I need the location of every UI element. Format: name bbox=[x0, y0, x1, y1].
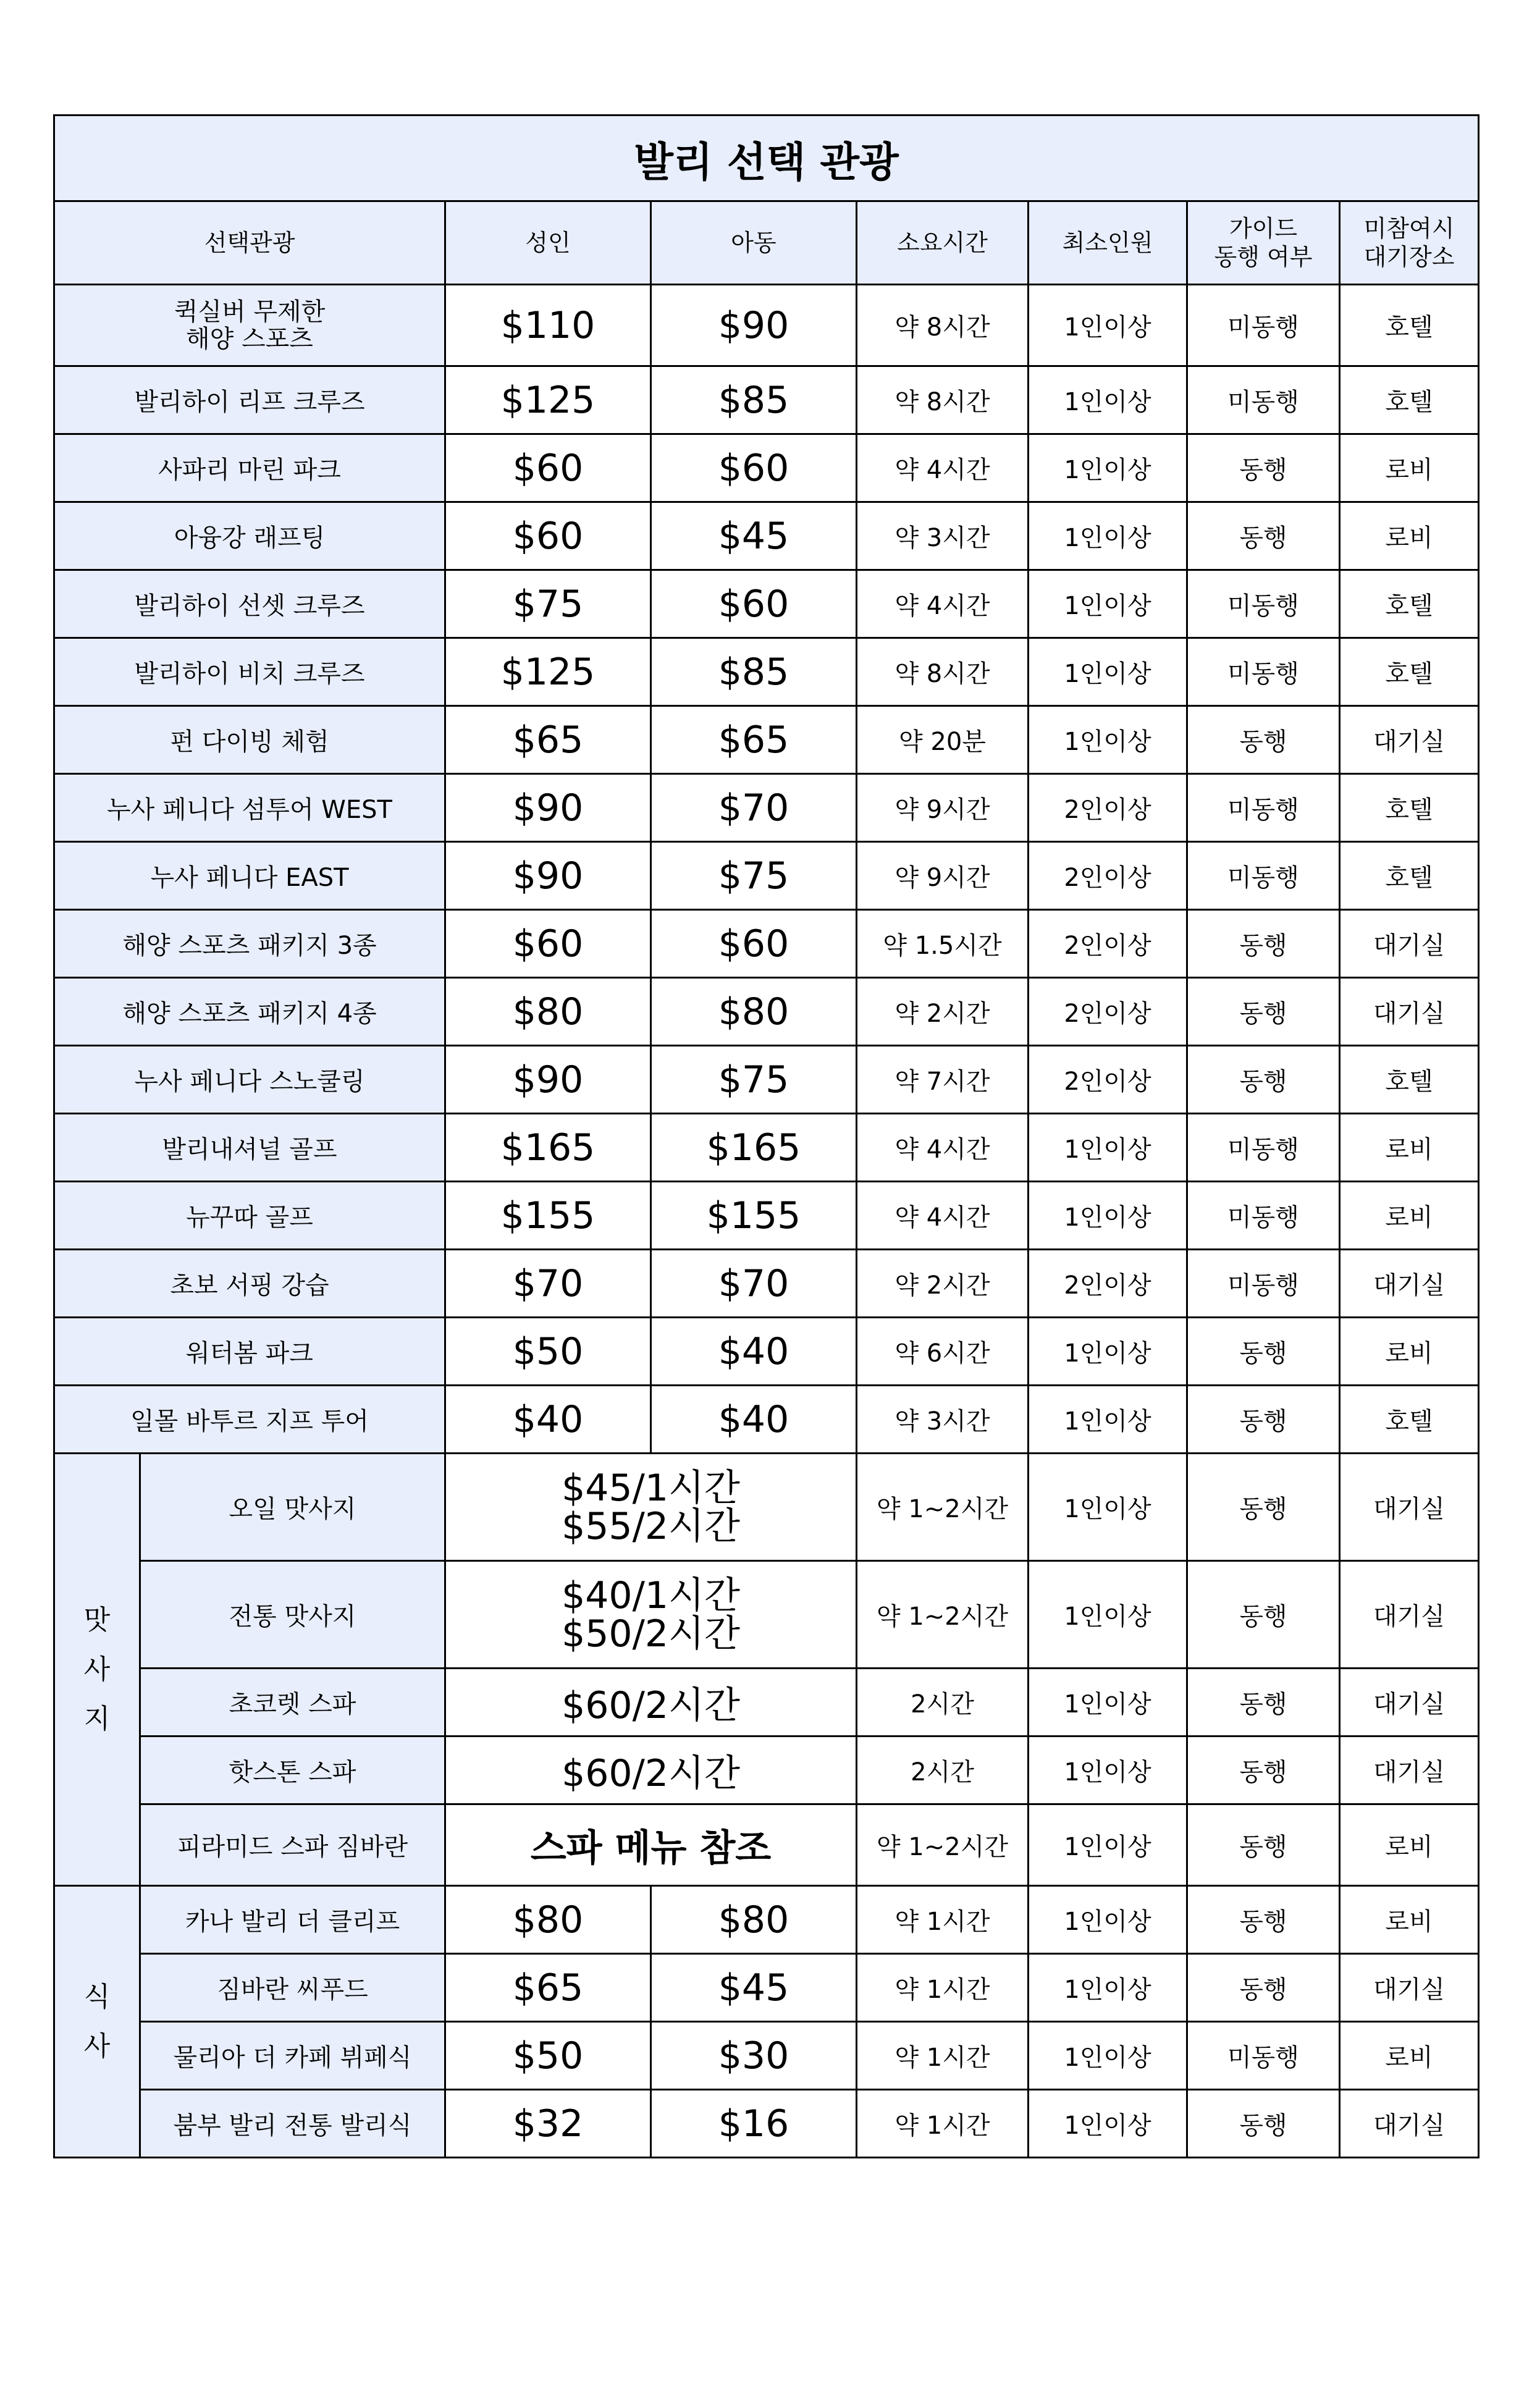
table-row bbox=[54, 978, 1479, 1046]
child-price: $165 bbox=[651, 1114, 857, 1182]
duration: 약 4시간 bbox=[857, 570, 1029, 638]
adult-price: $155 bbox=[445, 1182, 651, 1250]
child-price: $70 bbox=[651, 1250, 857, 1318]
wait-place: 대기실 bbox=[1340, 1669, 1479, 1737]
wait-place: 대기실 bbox=[1340, 1454, 1479, 1561]
guide-status: 동행 bbox=[1187, 706, 1340, 774]
min-people: 1인이상 bbox=[1029, 1454, 1187, 1561]
header-row bbox=[54, 201, 1479, 285]
guide-status: 미동행 bbox=[1187, 774, 1340, 842]
table-row bbox=[54, 638, 1479, 706]
tour-name: 펀 다이빙 체험 bbox=[54, 706, 445, 774]
wait-place: 로비 bbox=[1340, 1182, 1479, 1250]
guide-status: 미동행 bbox=[1187, 1182, 1340, 1250]
combined-price bbox=[445, 1454, 857, 1561]
wait-place: 로비 bbox=[1340, 502, 1479, 570]
tour-name-line2: 해양 스포츠 bbox=[186, 324, 313, 353]
guide-status: 동행 bbox=[1187, 2090, 1340, 2158]
adult-price: $32 bbox=[445, 2090, 651, 2158]
min-people: 1인이상 bbox=[1029, 1804, 1187, 1886]
child-price: $16 bbox=[651, 2090, 857, 2158]
min-people: 1인이상 bbox=[1029, 1561, 1187, 1669]
min-people: 1인이상 bbox=[1029, 1886, 1187, 1954]
combined-price bbox=[445, 1561, 857, 1669]
adult-price: $90 bbox=[445, 1046, 651, 1114]
min-people: 1인이상 bbox=[1029, 1669, 1187, 1737]
table-row bbox=[54, 1454, 1479, 1561]
table-row bbox=[54, 1250, 1479, 1318]
tour-name: 일몰 바투르 지프 투어 bbox=[54, 1386, 445, 1454]
wait-place: 호텔 bbox=[1340, 570, 1479, 638]
tour-name: 물리아 더 카페 뷔페식 bbox=[140, 2022, 445, 2090]
header-wait-line2: 대기장소 bbox=[1363, 243, 1455, 271]
table-row bbox=[54, 774, 1479, 842]
duration: 약 9시간 bbox=[857, 774, 1029, 842]
wait-place: 호텔 bbox=[1340, 774, 1479, 842]
tour-name-line1: 퀵실버 무제한 bbox=[174, 297, 326, 326]
price-line1: $40/1시간 bbox=[562, 1573, 740, 1617]
min-people: 1인이상 bbox=[1029, 1182, 1187, 1250]
header-guide bbox=[1187, 201, 1340, 285]
guide-status: 미동행 bbox=[1187, 2022, 1340, 2090]
adult-price: $70 bbox=[445, 1250, 651, 1318]
min-people: 2인이상 bbox=[1029, 978, 1187, 1046]
guide-status: 동행 bbox=[1187, 1669, 1340, 1737]
table-row bbox=[54, 2022, 1479, 2090]
adult-price: $65 bbox=[445, 1954, 651, 2022]
wait-place: 호텔 bbox=[1340, 1386, 1479, 1454]
duration: 약 8시간 bbox=[857, 285, 1029, 366]
price-line1: $45/1시간 bbox=[562, 1466, 740, 1510]
guide-status: 미동행 bbox=[1187, 285, 1340, 366]
wait-place: 대기실 bbox=[1340, 910, 1479, 978]
min-people: 2인이상 bbox=[1029, 774, 1187, 842]
min-people: 1인이상 bbox=[1029, 570, 1187, 638]
wait-place: 로비 bbox=[1340, 1114, 1479, 1182]
wait-place: 대기실 bbox=[1340, 1954, 1479, 2022]
wait-place: 로비 bbox=[1340, 434, 1479, 502]
guide-status: 동행 bbox=[1187, 1318, 1340, 1386]
guide-status: 동행 bbox=[1187, 1561, 1340, 1669]
table-row bbox=[54, 910, 1479, 978]
wait-place: 호텔 bbox=[1340, 285, 1479, 366]
table-row bbox=[54, 570, 1479, 638]
table-row bbox=[54, 2090, 1479, 2158]
combined-price: $60/2시간 bbox=[445, 1737, 857, 1804]
guide-status: 동행 bbox=[1187, 1954, 1340, 2022]
table-row bbox=[54, 285, 1479, 366]
table-row bbox=[54, 1561, 1479, 1669]
table-row bbox=[54, 1318, 1479, 1386]
child-price: $45 bbox=[651, 502, 857, 570]
meal-group-label bbox=[54, 1886, 140, 2158]
group-label-text: 맛 사 지 bbox=[83, 1604, 111, 1735]
wait-place: 호텔 bbox=[1340, 842, 1479, 910]
min-people: 1인이상 bbox=[1029, 638, 1187, 706]
min-people: 1인이상 bbox=[1029, 1318, 1187, 1386]
duration: 약 2시간 bbox=[857, 978, 1029, 1046]
min-people: 1인이상 bbox=[1029, 2022, 1187, 2090]
guide-status: 동행 bbox=[1187, 910, 1340, 978]
adult-price: $165 bbox=[445, 1114, 651, 1182]
tour-name: 발리하이 리프 크루즈 bbox=[54, 366, 445, 434]
min-people: 1인이상 bbox=[1029, 285, 1187, 366]
wait-place: 대기실 bbox=[1340, 1561, 1479, 1669]
table-row bbox=[54, 1182, 1479, 1250]
table-row bbox=[54, 434, 1479, 502]
wait-place: 로비 bbox=[1340, 1804, 1479, 1886]
min-people: 2인이상 bbox=[1029, 1250, 1187, 1318]
adult-price: $60 bbox=[445, 502, 651, 570]
guide-status: 동행 bbox=[1187, 1386, 1340, 1454]
duration: 약 2시간 bbox=[857, 1250, 1029, 1318]
duration: 약 6시간 bbox=[857, 1318, 1029, 1386]
header-wait-line1: 미참여시 bbox=[1363, 215, 1455, 242]
tour-name: 누사 페니다 스노쿨링 bbox=[54, 1046, 445, 1114]
tour-name: 발리하이 선셋 크루즈 bbox=[54, 570, 445, 638]
min-people: 2인이상 bbox=[1029, 1046, 1187, 1114]
adult-price: $60 bbox=[445, 910, 651, 978]
guide-status: 동행 bbox=[1187, 502, 1340, 570]
duration: 약 1.5시간 bbox=[857, 910, 1029, 978]
tour-name: 해양 스포츠 패키지 4종 bbox=[54, 978, 445, 1046]
wait-place: 대기실 bbox=[1340, 978, 1479, 1046]
min-people: 1인이상 bbox=[1029, 2090, 1187, 2158]
adult-price: $80 bbox=[445, 1886, 651, 1954]
duration: 약 8시간 bbox=[857, 366, 1029, 434]
tour-name: 전통 맛사지 bbox=[140, 1561, 445, 1669]
child-price: $85 bbox=[651, 638, 857, 706]
child-price: $85 bbox=[651, 366, 857, 434]
min-people: 1인이상 bbox=[1029, 706, 1187, 774]
child-price: $70 bbox=[651, 774, 857, 842]
guide-status: 미동행 bbox=[1187, 570, 1340, 638]
min-people: 1인이상 bbox=[1029, 502, 1187, 570]
table-row bbox=[54, 366, 1479, 434]
duration: 약 1시간 bbox=[857, 2090, 1029, 2158]
duration: 약 1시간 bbox=[857, 2022, 1029, 2090]
tour-name: 발리내셔널 골프 bbox=[54, 1114, 445, 1182]
table-row bbox=[54, 1669, 1479, 1737]
guide-status: 미동행 bbox=[1187, 842, 1340, 910]
min-people: 1인이상 bbox=[1029, 1737, 1187, 1804]
duration: 약 4시간 bbox=[857, 1182, 1029, 1250]
adult-price: $90 bbox=[445, 842, 651, 910]
wait-place: 호텔 bbox=[1340, 366, 1479, 434]
duration: 약 8시간 bbox=[857, 638, 1029, 706]
guide-status: 동행 bbox=[1187, 978, 1340, 1046]
min-people: 1인이상 bbox=[1029, 1954, 1187, 2022]
min-people: 1인이상 bbox=[1029, 1386, 1187, 1454]
adult-price: $125 bbox=[445, 366, 651, 434]
table-row bbox=[54, 1114, 1479, 1182]
table-row bbox=[54, 842, 1479, 910]
header-guide-line2: 동행 여부 bbox=[1214, 243, 1313, 271]
adult-price: $75 bbox=[445, 570, 651, 638]
child-price: $65 bbox=[651, 706, 857, 774]
child-price: $40 bbox=[651, 1386, 857, 1454]
min-people: 2인이상 bbox=[1029, 910, 1187, 978]
duration: 2시간 bbox=[857, 1669, 1029, 1737]
combined-price: 스파 메뉴 참조 bbox=[445, 1804, 857, 1886]
tour-name: 누사 페니다 EAST bbox=[54, 842, 445, 910]
duration: 약 4시간 bbox=[857, 434, 1029, 502]
guide-status: 미동행 bbox=[1187, 1250, 1340, 1318]
tour-name: 피라미드 스파 짐바란 bbox=[140, 1804, 445, 1886]
tour-name: 뉴꾸따 골프 bbox=[54, 1182, 445, 1250]
adult-price: $65 bbox=[445, 706, 651, 774]
header-wait bbox=[1340, 201, 1479, 285]
tour-price-table bbox=[53, 114, 1479, 2158]
duration: 약 20분 bbox=[857, 706, 1029, 774]
header-guide-line1: 가이드 bbox=[1229, 215, 1298, 242]
duration: 약 1~2시간 bbox=[857, 1561, 1029, 1669]
massage-group-label bbox=[54, 1454, 140, 1886]
adult-price: $50 bbox=[445, 2022, 651, 2090]
tour-name: 핫스톤 스파 bbox=[140, 1737, 445, 1804]
table-row bbox=[54, 1954, 1479, 2022]
duration: 약 3시간 bbox=[857, 502, 1029, 570]
adult-price: $110 bbox=[445, 285, 651, 366]
duration: 약 4시간 bbox=[857, 1114, 1029, 1182]
page-title: 발리 선택 관광 bbox=[54, 116, 1479, 201]
guide-status: 미동행 bbox=[1187, 366, 1340, 434]
adult-price: $40 bbox=[445, 1386, 651, 1454]
tour-name: 해양 스포츠 패키지 3종 bbox=[54, 910, 445, 978]
guide-status: 동행 bbox=[1187, 1804, 1340, 1886]
duration: 약 1~2시간 bbox=[857, 1454, 1029, 1561]
duration: 2시간 bbox=[857, 1737, 1029, 1804]
guide-status: 동행 bbox=[1187, 1454, 1340, 1561]
wait-place: 로비 bbox=[1340, 1318, 1479, 1386]
wait-place: 대기실 bbox=[1340, 1250, 1479, 1318]
table-row bbox=[54, 502, 1479, 570]
guide-status: 미동행 bbox=[1187, 1114, 1340, 1182]
adult-price: $50 bbox=[445, 1318, 651, 1386]
child-price: $90 bbox=[651, 285, 857, 366]
guide-status: 동행 bbox=[1187, 434, 1340, 502]
wait-place: 대기실 bbox=[1340, 706, 1479, 774]
table-row bbox=[54, 1886, 1479, 1954]
tour-name: 워터봄 파크 bbox=[54, 1318, 445, 1386]
duration: 약 3시간 bbox=[857, 1386, 1029, 1454]
wait-place: 대기실 bbox=[1340, 1737, 1479, 1804]
guide-status: 미동행 bbox=[1187, 638, 1340, 706]
tour-name: 초보 서핑 강습 bbox=[54, 1250, 445, 1318]
tour-name: 짐바란 씨푸드 bbox=[140, 1954, 445, 2022]
wait-place: 로비 bbox=[1340, 2022, 1479, 2090]
min-people: 1인이상 bbox=[1029, 434, 1187, 502]
min-people: 1인이상 bbox=[1029, 1114, 1187, 1182]
duration: 약 1시간 bbox=[857, 1886, 1029, 1954]
child-price: $155 bbox=[651, 1182, 857, 1250]
wait-place: 대기실 bbox=[1340, 2090, 1479, 2158]
price-line2: $50/2시간 bbox=[562, 1612, 740, 1656]
wait-place: 로비 bbox=[1340, 1886, 1479, 1954]
tour-name bbox=[54, 285, 445, 366]
adult-price: $90 bbox=[445, 774, 651, 842]
child-price: $40 bbox=[651, 1318, 857, 1386]
table-row bbox=[54, 1046, 1479, 1114]
tour-name: 카나 발리 더 클리프 bbox=[140, 1886, 445, 1954]
tour-name: 아융강 래프팅 bbox=[54, 502, 445, 570]
child-price: $60 bbox=[651, 434, 857, 502]
table-row bbox=[54, 1804, 1479, 1886]
header-duration: 소요시간 bbox=[857, 201, 1029, 285]
child-price: $80 bbox=[651, 1886, 857, 1954]
child-price: $60 bbox=[651, 570, 857, 638]
header-child: 아동 bbox=[651, 201, 857, 285]
wait-place: 호텔 bbox=[1340, 1046, 1479, 1114]
price-line2: $55/2시간 bbox=[562, 1504, 740, 1548]
table-row bbox=[54, 1737, 1479, 1804]
tour-name: 오일 맛사지 bbox=[140, 1454, 445, 1561]
guide-status: 동행 bbox=[1187, 1886, 1340, 1954]
combined-price: $60/2시간 bbox=[445, 1669, 857, 1737]
child-price: $80 bbox=[651, 978, 857, 1046]
guide-status: 동행 bbox=[1187, 1737, 1340, 1804]
adult-price: $125 bbox=[445, 638, 651, 706]
tour-name: 누사 페니다 섬투어 WEST bbox=[54, 774, 445, 842]
adult-price: $80 bbox=[445, 978, 651, 1046]
child-price: $60 bbox=[651, 910, 857, 978]
table-row bbox=[54, 706, 1479, 774]
adult-price: $60 bbox=[445, 434, 651, 502]
table-row bbox=[54, 1386, 1479, 1454]
group-label-text: 식 사 bbox=[83, 1981, 111, 2062]
duration: 약 7시간 bbox=[857, 1046, 1029, 1114]
duration: 약 9시간 bbox=[857, 842, 1029, 910]
header-min-people: 최소인원 bbox=[1029, 201, 1187, 285]
child-price: $75 bbox=[651, 1046, 857, 1114]
tour-name: 초코렛 스파 bbox=[140, 1669, 445, 1737]
guide-status: 동행 bbox=[1187, 1046, 1340, 1114]
min-people: 1인이상 bbox=[1029, 366, 1187, 434]
wait-place: 호텔 bbox=[1340, 638, 1479, 706]
child-price: $75 bbox=[651, 842, 857, 910]
child-price: $30 bbox=[651, 2022, 857, 2090]
tour-name: 붐부 발리 전통 발리식 bbox=[140, 2090, 445, 2158]
min-people: 2인이상 bbox=[1029, 842, 1187, 910]
child-price: $45 bbox=[651, 1954, 857, 2022]
tour-name: 사파리 마린 파크 bbox=[54, 434, 445, 502]
duration: 약 1시간 bbox=[857, 1954, 1029, 2022]
header-adult: 성인 bbox=[445, 201, 651, 285]
duration: 약 1~2시간 bbox=[857, 1804, 1029, 1886]
tour-name: 발리하이 비치 크루즈 bbox=[54, 638, 445, 706]
header-tour: 선택관광 bbox=[54, 201, 445, 285]
